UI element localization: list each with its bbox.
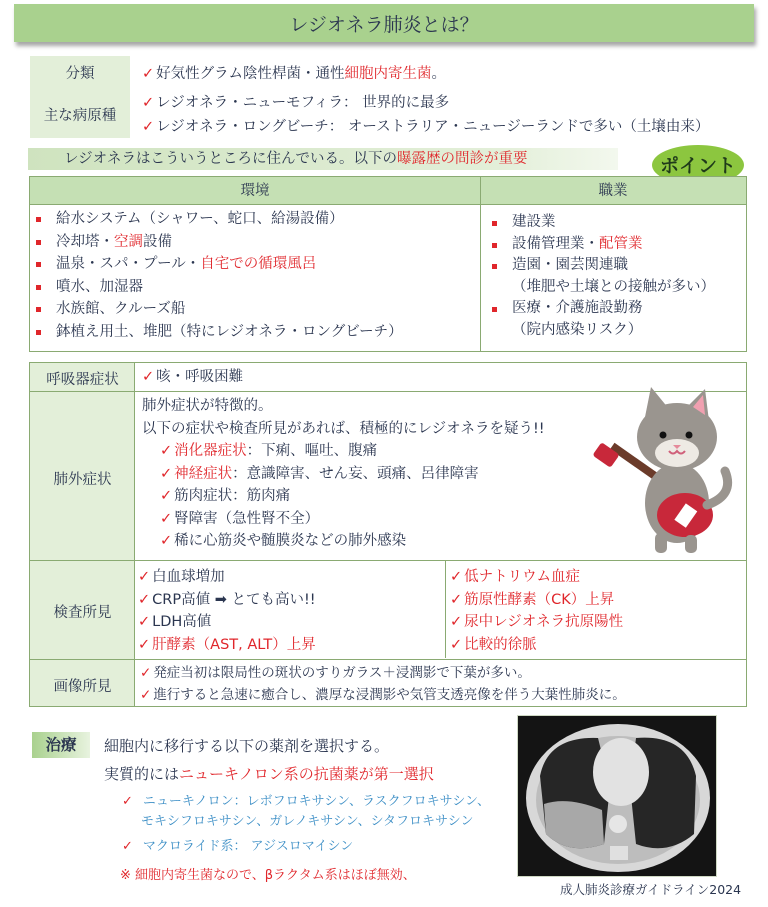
list-item: 医療・介護施設勤務: [486, 298, 715, 320]
label-column: [30, 363, 135, 706]
exposure-table: [29, 176, 747, 352]
environment-list: [30, 208, 403, 343]
pathogen-1: ✓ レジオネラ・ニューモフィラ： 世界的に最多: [142, 95, 450, 111]
macrolide-drugs: ✓ マクロライド系： アジスロマイシン: [122, 839, 354, 854]
check-icon: ✓: [142, 66, 155, 82]
title-banner: [14, 4, 754, 42]
chest-ct-icon: [518, 716, 717, 877]
list-item-continuation: （院内感染リスク）: [512, 321, 643, 338]
quinolone-drugs: ✓ ニューキノロン：レボフロキサシン、ラスクフロキサシン、 モキシフロキサシン、ガレノキサシン、シタフロキサシン: [122, 794, 491, 829]
list-item: 造園・園芸関連職: [486, 255, 715, 277]
list-item: 噴水、加湿器: [30, 276, 403, 299]
list-item: 給水システム（シャワー、蛇口、給湯設備）: [30, 208, 403, 231]
cat-guitar-illustration: [585, 385, 745, 555]
check-icon: ✓: [142, 95, 155, 111]
svg-text:ポイント: ポイント: [659, 155, 737, 177]
respiratory-label: 呼吸器症状: [46, 372, 119, 388]
pathogen-2: ✓ レジオネラ・ロングビーチ： オーストラリア・ニュージーランドで多い（土壌由来）: [142, 119, 710, 135]
beta-lactam-note: ※ 細胞内寄生菌なので、βラクタム系はほぼ無効、: [120, 868, 416, 883]
extrapulmonary-label: 肺外症状: [53, 472, 112, 488]
page-title: レジオネラ肺炎とは？: [289, 13, 479, 36]
list-item: 水族館、クルーズ船: [30, 298, 403, 321]
check-icon: ✓: [142, 119, 155, 135]
lab-findings-label: 検査所見: [53, 605, 112, 621]
list-item: 設備管理業・配管業: [486, 234, 715, 256]
lab-findings-right: ✓ 低ナトリウム血症 ✓ 筋原性酵素（CK）上昇 ✓ 尿中レジオネラ抗原陽性 ✓ 比較的徐脈: [450, 569, 624, 653]
classification-text: ✓ 好気性グラム陰性桿菌・通性細胞内寄生菌。: [142, 66, 447, 82]
occupation-list: [486, 212, 715, 341]
column-header-occupation: 職業: [480, 177, 746, 205]
list-item-continuation: （堆肥や土壌との接触が多い）: [512, 278, 715, 295]
ct-caption: 成人肺炎診療ガイドライン2024: [560, 882, 742, 897]
list-item: 建設業: [486, 212, 715, 234]
check-icon: ✓: [142, 369, 155, 385]
column-header-environment: 環境: [30, 177, 480, 205]
respiratory-text: ✓ 咳・呼吸困難: [142, 369, 244, 385]
ct-scan-image: [517, 715, 717, 877]
lab-findings-left: ✓ 白血球増加 ✓ CRP高値 ➡ とても高い!! ✓ LDH高値 ✓ 肝酵素（AST, ALT）上昇: [138, 569, 316, 653]
list-item: 鉢植え用土、堆肥（特にレジオネラ・ロングビーチ）: [30, 321, 403, 344]
list-item: 温泉・スパ・プール・自宅での循環風呂: [30, 253, 403, 276]
pathogen-label: 主な病原種: [43, 108, 117, 124]
treatment-line-2: 実質的にはニューキノロン系の抗菌薬が第一選択: [104, 765, 434, 783]
list-item: 冷却塔・空調設備: [30, 231, 403, 254]
extrapulmonary-text: 肺外症状が特徴的。 以下の症状や検査所見があれば、積極的にレジオネラを疑う!! ✓ 消化器症状：下痢、嘔吐、腹痛 ✓ 神経症状：意識障害、せん妄、頭痛、呂律障害 ✓ 筋肉症状：筋肉痛 ✓ 腎障害（急性腎不全） ✓ 稀に心筋炎や髄膜炎などの肺外感染: [142, 398, 545, 549]
imaging-label: 画像所見: [53, 679, 112, 695]
column-divider: [480, 177, 481, 351]
classification-label: 分類: [65, 66, 95, 82]
cat-icon: [585, 385, 745, 555]
treatment-badge: 治療: [32, 732, 90, 758]
imaging-text: ✓ 発症当初は限局性の斑状のすりガラス＋浸潤影で下葉が多い。 ✓ 進行すると急速に癒合し、濃厚な浸潤影や気管支透亮像を伴う大葉性肺炎に。: [140, 665, 626, 703]
treatment-line-1: 細胞内に移行する以下の薬剤を選択する。: [104, 737, 390, 755]
habitat-header: レジオネラはこういうところに住んでいる。以下の曝露歴の問診が重要: [28, 148, 618, 170]
